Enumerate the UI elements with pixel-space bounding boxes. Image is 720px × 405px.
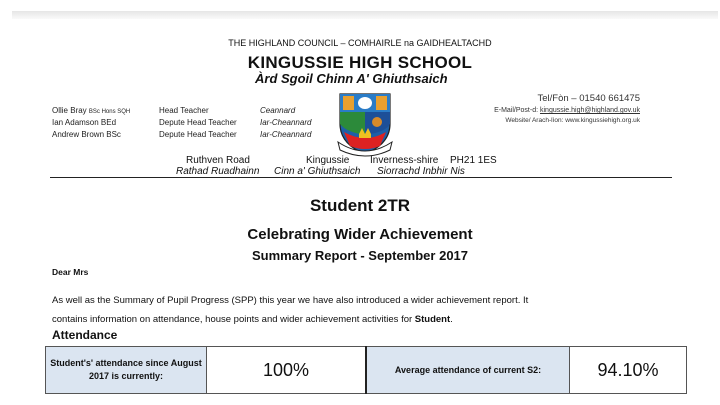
page-top-shadow — [12, 11, 718, 19]
school-telephone: Tel/Fòn – 01540 661475 — [537, 93, 640, 104]
staff-role-gaelic: Ceannard — [260, 106, 296, 115]
staff-role: Head Teacher — [159, 106, 209, 115]
staff-role: Depute Head Teacher — [159, 118, 237, 127]
staff-role: Depute Head Teacher — [159, 130, 237, 139]
average-attendance-value: 94.10% — [570, 347, 687, 394]
intro-line-2: contains information on attendance, house points and wider achievement activities for Student. — [52, 314, 453, 325]
attendance-table — [45, 346, 687, 394]
staff-role-gaelic: Iar-Cheannard — [260, 130, 312, 139]
student-attendance-label: Student's' attendance since August 2017 is currently: — [46, 347, 207, 394]
school-website: Website/ Arach-lìon: www.kingussiehigh.org.uk — [505, 117, 640, 124]
staff-name: Andrew Brown BSc — [52, 130, 121, 139]
report-title: Student 2TR — [309, 196, 411, 215]
school-name: KINGUSSIE HIGH SCHOOL — [247, 53, 473, 72]
council-name: THE HIGHLAND COUNCIL – COMHAIRLE na GAIDHEALTACHD — [228, 38, 492, 48]
greeting: Dear Mrs — [52, 267, 89, 277]
school-crest-logo — [334, 90, 396, 160]
attendance-heading: Attendance — [52, 328, 118, 342]
student-attendance-value: 100% — [207, 347, 367, 394]
school-name-gaelic: Àrd Sgoil Chinn A' Ghiuthsaich — [255, 71, 448, 86]
report-subtitle: Celebrating Wider Achievement — [247, 226, 473, 243]
average-attendance-label: Average attendance of current S2: — [366, 347, 570, 394]
header-divider — [50, 177, 672, 178]
staff-name: Ollie Bray BSc Hons SQH — [52, 106, 131, 115]
staff-role-gaelic: Iar-Cheannard — [260, 118, 312, 127]
email-link[interactable]: kingussie.high@highland.gov.uk — [540, 107, 640, 114]
intro-line-1: As well as the Summary of Pupil Progress (SPP) this year we have also introduced a wider achievement report. It — [52, 295, 529, 306]
staff-name: Ian Adamson BEd — [52, 118, 117, 127]
school-email: E-Mail/Post-d: kingussie.high@highland.gov.uk — [494, 107, 640, 114]
report-name: Summary Report - September 2017 — [251, 248, 469, 263]
